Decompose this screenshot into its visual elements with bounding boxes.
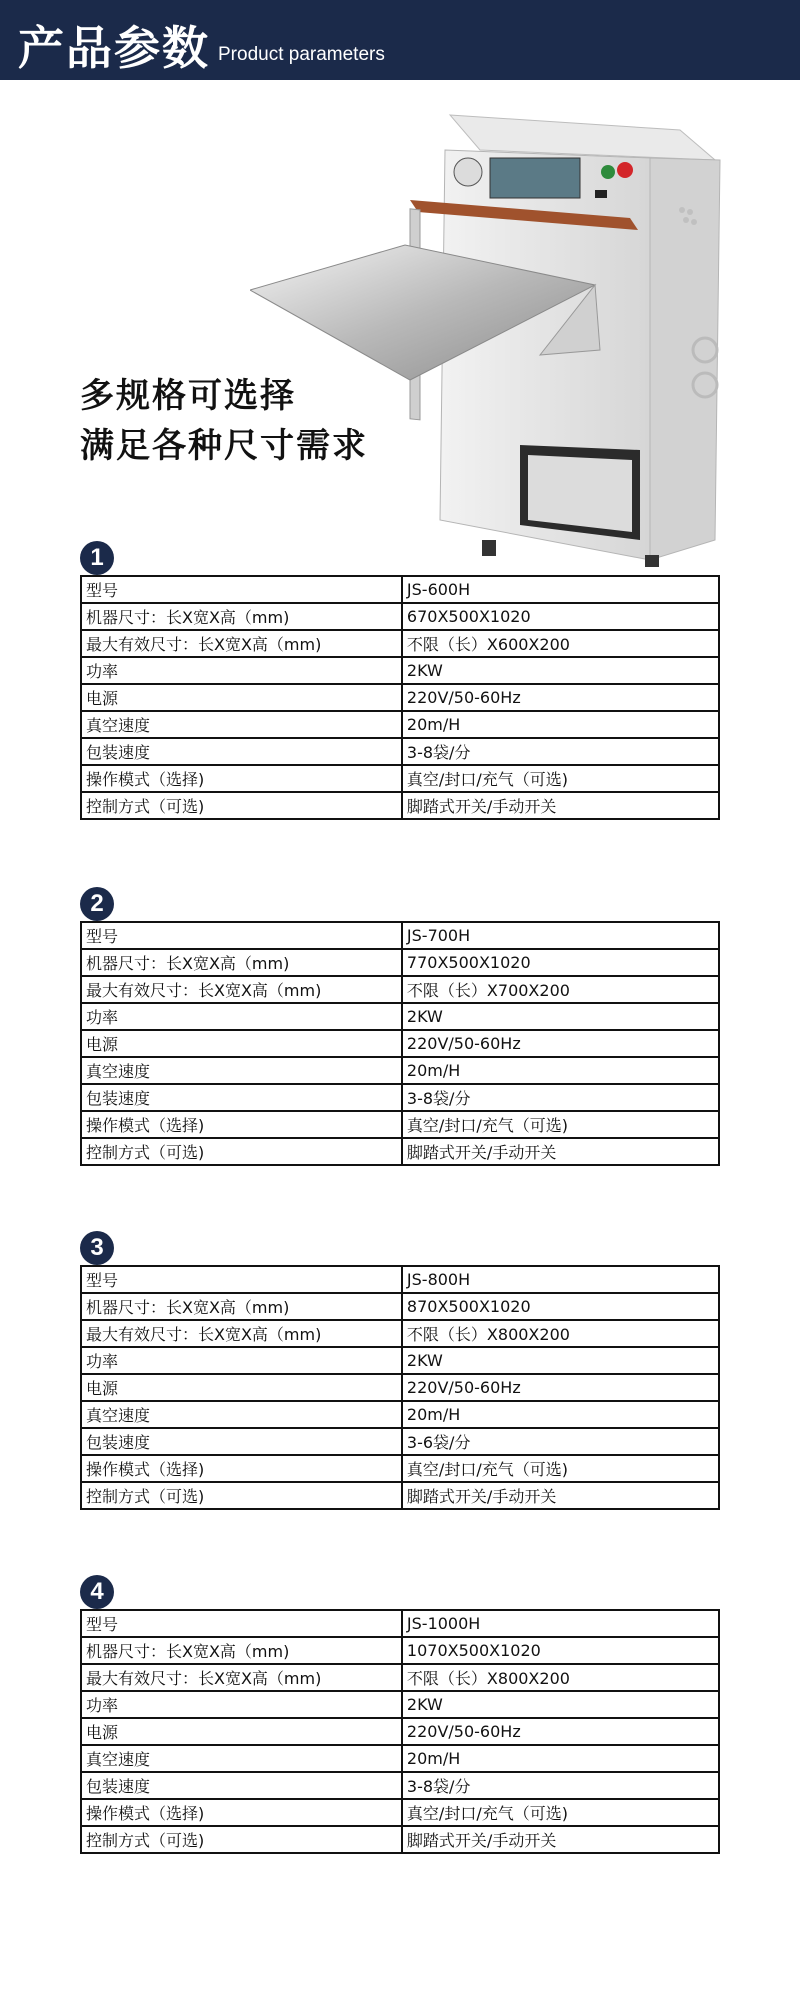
table-row	[81, 1111, 719, 1138]
table-row	[81, 1057, 719, 1084]
vacuum-packaging-machine-image	[250, 100, 730, 570]
spec-value: 20m/H	[402, 711, 719, 738]
spec-value: 870X500X1020	[402, 1293, 719, 1320]
table-row	[81, 1610, 719, 1637]
table-row	[81, 1030, 719, 1057]
spec-value: 770X500X1020	[402, 949, 719, 976]
spec-value: 20m/H	[402, 1057, 719, 1084]
table-row	[81, 1637, 719, 1664]
table-row	[81, 1691, 719, 1718]
spec-label: 型号	[81, 1610, 402, 1637]
spec-label: 功率	[81, 657, 402, 684]
table-row	[81, 1374, 719, 1401]
spec-label: 型号	[81, 922, 402, 949]
spec-label: 包装速度	[81, 1428, 402, 1455]
spec-value: 220V/50-60Hz	[402, 684, 719, 711]
spec-value: 脚踏式开关/手动开关	[402, 792, 719, 819]
table-row	[81, 1745, 719, 1772]
spec-value: 3-6袋/分	[402, 1428, 719, 1455]
spec-label: 最大有效尺寸：长X宽X高（mm)	[81, 976, 402, 1003]
spec-label: 最大有效尺寸：长X宽X高（mm)	[81, 1664, 402, 1691]
spec-value: 2KW	[402, 657, 719, 684]
table-row	[81, 1772, 719, 1799]
table-row	[81, 1799, 719, 1826]
spec-label: 控制方式（可选)	[81, 1826, 402, 1853]
table-row	[81, 1003, 719, 1030]
spec-label: 功率	[81, 1003, 402, 1030]
section-number-badge: 4	[80, 1575, 114, 1609]
spec-table	[80, 921, 720, 1166]
table-row	[81, 765, 719, 792]
table-row	[81, 1347, 719, 1374]
spec-value: 不限（长）X700X200	[402, 976, 719, 1003]
spec-label: 包装速度	[81, 738, 402, 765]
table-row	[81, 1826, 719, 1853]
table-row	[81, 576, 719, 603]
spec-label: 控制方式（可选)	[81, 1482, 402, 1509]
spec-table	[80, 575, 720, 820]
spec-label: 型号	[81, 1266, 402, 1293]
spec-label: 机器尺寸：长X宽X高（mm)	[81, 949, 402, 976]
table-row	[81, 1266, 719, 1293]
header-title-cn: 产品参数	[18, 21, 210, 75]
spec-label: 真空速度	[81, 711, 402, 738]
spec-value: 20m/H	[402, 1745, 719, 1772]
spec-value: 220V/50-60Hz	[402, 1718, 719, 1745]
spec-value: 2KW	[402, 1347, 719, 1374]
spec-value: 真空/封口/充气（可选)	[402, 765, 719, 792]
spec-value: 真空/封口/充气（可选)	[402, 1111, 719, 1138]
table-row	[81, 1138, 719, 1165]
spec-value: 不限（长）X800X200	[402, 1664, 719, 1691]
spec-label: 功率	[81, 1691, 402, 1718]
spec-label: 操作模式（选择)	[81, 1455, 402, 1482]
table-row	[81, 976, 719, 1003]
table-row	[81, 1482, 719, 1509]
table-row	[81, 1428, 719, 1455]
table-row	[81, 738, 719, 765]
slogan-line-2: 满足各种尺寸需求	[80, 426, 368, 466]
spec-label: 电源	[81, 1718, 402, 1745]
table-row	[81, 1401, 719, 1428]
header-title-en: Product parameters	[218, 44, 385, 65]
spec-value: 脚踏式开关/手动开关	[402, 1138, 719, 1165]
spec-value: 220V/50-60Hz	[402, 1030, 719, 1057]
spec-label: 控制方式（可选)	[81, 1138, 402, 1165]
spec-value: JS-1000H	[402, 1610, 719, 1637]
table-row	[81, 792, 719, 819]
spec-value: 20m/H	[402, 1401, 719, 1428]
spec-label: 机器尺寸：长X宽X高（mm)	[81, 1637, 402, 1664]
spec-label: 电源	[81, 1374, 402, 1401]
spec-label: 包装速度	[81, 1084, 402, 1111]
page-header	[0, 0, 800, 84]
spec-label: 操作模式（选择)	[81, 1111, 402, 1138]
table-row	[81, 1084, 719, 1111]
table-row	[81, 630, 719, 657]
slogan-line-1: 多规格可选择	[80, 376, 296, 416]
spec-label: 真空速度	[81, 1745, 402, 1772]
spec-value: 3-8袋/分	[402, 1772, 719, 1799]
spec-value: JS-700H	[402, 922, 719, 949]
table-row	[81, 949, 719, 976]
spec-value: 真空/封口/充气（可选)	[402, 1455, 719, 1482]
spec-value: 不限（长）X800X200	[402, 1320, 719, 1347]
spec-label: 最大有效尺寸：长X宽X高（mm)	[81, 1320, 402, 1347]
table-row	[81, 1455, 719, 1482]
spec-value: JS-800H	[402, 1266, 719, 1293]
table-row	[81, 711, 719, 738]
table-row	[81, 922, 719, 949]
spec-label: 功率	[81, 1347, 402, 1374]
spec-label: 机器尺寸：长X宽X高（mm)	[81, 1293, 402, 1320]
spec-label: 操作模式（选择)	[81, 1799, 402, 1826]
spec-value: 1070X500X1020	[402, 1637, 719, 1664]
spec-label: 控制方式（可选)	[81, 792, 402, 819]
spec-value: 3-8袋/分	[402, 1084, 719, 1111]
spec-label: 机器尺寸：长X宽X高（mm)	[81, 603, 402, 630]
spec-value: 不限（长）X600X200	[402, 630, 719, 657]
spec-value: 2KW	[402, 1003, 719, 1030]
spec-value: 真空/封口/充气（可选)	[402, 1799, 719, 1826]
section-number-badge: 2	[80, 887, 114, 921]
table-row	[81, 657, 719, 684]
spec-value: 脚踏式开关/手动开关	[402, 1826, 719, 1853]
spec-label: 真空速度	[81, 1057, 402, 1084]
spec-label: 操作模式（选择)	[81, 765, 402, 792]
spec-label: 型号	[81, 576, 402, 603]
spec-table	[80, 1265, 720, 1510]
spec-value: 3-8袋/分	[402, 738, 719, 765]
section-number-badge: 1	[80, 541, 114, 575]
table-row	[81, 1664, 719, 1691]
table-row	[81, 1293, 719, 1320]
spec-value: 脚踏式开关/手动开关	[402, 1482, 719, 1509]
spec-label: 电源	[81, 684, 402, 711]
spec-label: 包装速度	[81, 1772, 402, 1799]
table-row	[81, 1320, 719, 1347]
spec-value: 220V/50-60Hz	[402, 1374, 719, 1401]
table-row	[81, 1718, 719, 1745]
spec-label: 真空速度	[81, 1401, 402, 1428]
spec-label: 最大有效尺寸：长X宽X高（mm)	[81, 630, 402, 657]
table-row	[81, 603, 719, 630]
spec-table	[80, 1609, 720, 1854]
spec-value: JS-600H	[402, 576, 719, 603]
spec-label: 电源	[81, 1030, 402, 1057]
spec-value: 2KW	[402, 1691, 719, 1718]
table-row	[81, 684, 719, 711]
section-number-badge: 3	[80, 1231, 114, 1265]
spec-value: 670X500X1020	[402, 603, 719, 630]
